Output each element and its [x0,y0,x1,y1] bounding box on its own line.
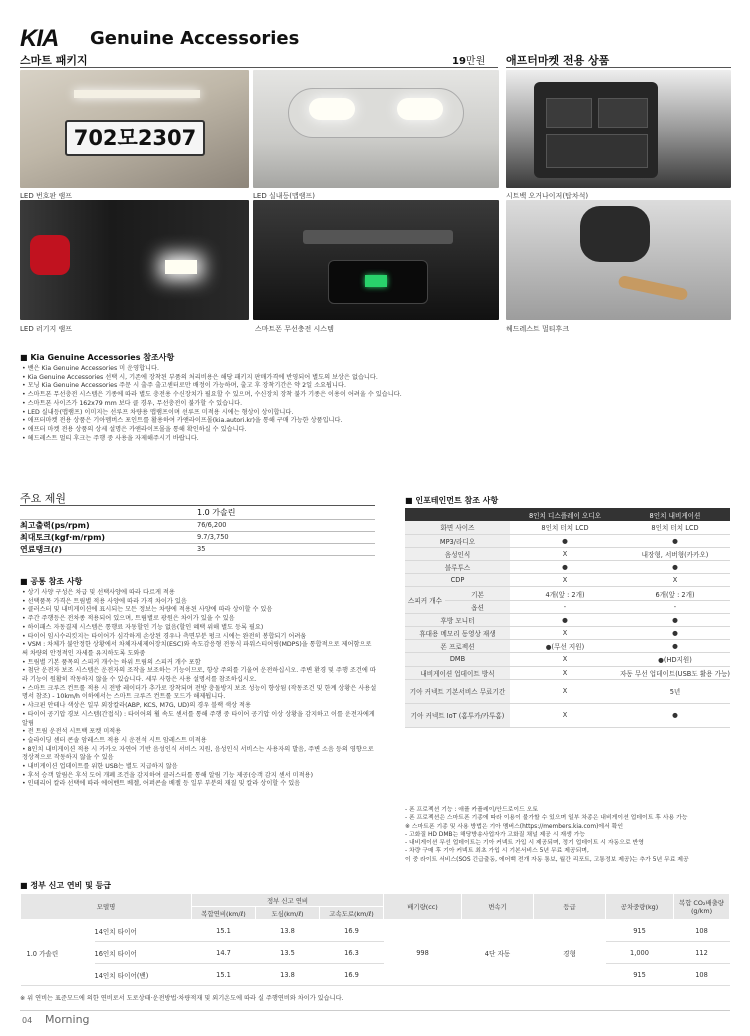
specs-table [20,507,375,556]
accessory-note: • Kia Genuine Accessories 선택 시, 기존에 장착된 부품의 처리비용은 해당 패키지 판매가격에 반영되어 별도의 보상은 없습니다. [22,374,722,383]
info-label: 후방 모니터 [405,613,510,626]
common-note: • VSM : 차체가 불안정한 상황에서 차체자세제어장치(ESC)와 속도감응형 전동식 파워스티어링(MDPS)을 통합적으로 제어함으로써 차량의 안정적인 자세를 유지하도록 도와줌 [22,641,377,658]
info-value-nav: 자동 무선 업데이트(USB도 활용 가능) [620,666,730,679]
infotainment-row [405,534,730,547]
infotainment-row [405,627,730,640]
infotainment-note: - 내비게이션 무선 업데이트는 기아 커넥트 가입 시 제공되며, 정기 업데이트 시 자동으로 반영 [405,840,644,847]
specs-rule [20,505,375,506]
page-number: 04 [22,1016,33,1025]
caption-led-luggage-lamp: LED 러기지 램프 [20,325,72,333]
organizer-pocket-2 [598,98,648,128]
license-plate: 702모2307 [65,120,205,156]
specs-title: 주요 제원 [20,492,67,505]
fuel-city: 13.8 [256,964,320,986]
fuel-header-co2: 복합 CO₂배출량 (g/km) [674,894,730,920]
fuel-header-weight: 공차중량(kg) [606,894,674,920]
infotainment-row [405,547,730,560]
info-value-nav: ● [620,561,730,574]
specs-row [20,519,375,531]
infotainment-row [405,521,730,534]
specs-column-header: 1.0 가솔린 [195,507,375,519]
common-note: • 첨단 운전자 보조 시스템은 운전자의 조작을 보조하는 기능이므로, 항상 주의를 기울여 운전하십시오. 주변 환경 및 주행 조건에 따라 기능이 원활히 작동하지 않을 수 있습니다. 세부 사항은 사용 설명서를 참조하십시오. [22,667,377,684]
fuel-tire: 14인치 타이어(밴) [95,964,192,986]
infotainment-row [405,703,730,727]
common-notes-title-text: 공통 참조 사항 [30,577,83,586]
fuel-row [21,942,730,964]
fuel-combined: 14.7 [192,942,256,964]
tail-lamp [30,235,70,275]
fuel-row [21,964,730,986]
infotainment-row [405,613,730,626]
price-unit: 만원 [465,56,486,67]
accessory-notes-title-text: Kia Genuine Accessories 참조사항 [30,353,175,362]
common-note: • 주간 주행등은 전차종 적용되어 있으며, 트림별로 광원은 차이가 있을 수 있음 [22,615,377,624]
info-value-nav: ● [620,627,730,640]
infotainment-note: - 고화질 HD DMB는 해당방송사업자가 고화질 채널 제공 시 재생 가능 [405,831,586,838]
accessory-note: • 애프터마켓 전용 상품은 기아멤버스 포인트를 활용하여 카앤라이프몰(kia.autori.kr)을 통해 구매 가능한 상품입니다. [22,417,722,426]
fuel-note: ※ 위 연비는 표준모드에 의한 연비로서 도로상태·운전방법·차량적재 및 외기온도에 따라 실 주행연비와 차이가 있습니다. [20,995,344,1002]
infotainment-note: - 차량 구매 후 기아 커넥트 최초 가입 시 기본서비스 5년 무료 제공되며, [405,848,589,855]
common-note: • 슬라이딩 센터 콘솔 암레스트 적용 시 운전석 시트 암레스트 미적용 [22,737,377,746]
luggage-lamp-glow [165,260,197,274]
common-note: • 트림별 기본 품목의 스피커 개수는 하위 트림의 스피커 개수 포함 [22,659,377,668]
fuel-weight: 1,000 [606,942,674,964]
common-note: • 전 트림 운전석 시트백 포켓 미적용 [22,728,377,737]
smart-package-title: 스마트 패키지 [20,54,88,67]
common-notes-title: ■ 공통 참조 사항 [20,577,83,586]
info-value-audio: 8인치 터치 LCD [510,521,620,534]
photo-seatback-organizer [506,70,731,188]
fuel-hwy: 16.9 [320,920,384,942]
photo-headrest-hook [506,200,731,320]
info-value-nav: ●(HD지원) [620,653,730,666]
info-value-audio: X [510,679,620,703]
info-value-nav: X [620,574,730,587]
accessory-note: • 스마트폰 무선충전 시스템은 기종에 따라 별도 충전용 수신장치가 필요할 수 있으며, 수신장치 장착 불가 기종은 이용이 어려울 수 있습니다. [22,391,722,400]
fuel-title: ■ 정부 신고 연비 및 등급 [20,881,112,890]
common-note: • 샤크핀 안테나 색상은 일부 외장칼라(ABP, KCS, M7G, UD)의 경우 블랙 색상 적용 [22,702,377,711]
fuel-city: 13.5 [256,942,320,964]
info-label: 음성인식 [405,547,510,560]
common-note: • 선택품목 가격은 트림별 적용 사양에 따라 가격 차이가 있음 [22,598,377,607]
common-note: • 8인치 내비게이션 적용 시 카카오 자연어 기반 음성인식 서비스 지원, 음성인식 서비스는 사용자의 발음, 주변 소음 등의 영향으로 정상적으로 작동하지 않을 수 있음 [22,746,377,763]
infotainment-row [405,653,730,666]
caption-led-license-lamp: LED 번호판 램프 [20,192,72,200]
info-label: CDP [405,574,510,587]
fuel-header-city: 도심(km/ℓ) [256,907,320,920]
accessory-note: • 헤드레스트 멀티 후크는 주행 중 사용을 자제해주시기 바랍니다. [22,435,722,444]
footer-model-name: Morning [45,1013,90,1026]
info-value-audio: 4개(앞 : 2개) [510,587,620,600]
info-value-audio: ● [510,561,620,574]
infotainment-row [405,600,730,613]
infotainment-row [405,679,730,703]
info-value-audio: X [510,627,620,640]
fuel-co2: 112 [674,942,730,964]
info-value-nav: 8인치 터치 LCD [620,521,730,534]
info-value-audio: ● [510,613,620,626]
info-label: DMB [405,653,510,666]
caption-headrest-hook: 헤드레스트 멀티후크 [506,325,570,333]
spec-value: 9.7/3,750 [195,531,375,543]
infotainment-note: ※ 스마트폰 기종 및 사용 방법은 기아 멤버스(https://members.kia.com)에서 확인 [405,823,624,830]
infotainment-header-row [405,508,730,521]
info-value-nav: ● [620,703,730,727]
fuel-header-hwy: 고속도로(km/ℓ) [320,907,384,920]
common-note: • 클러스터 및 내비게이션에 표시되는 모든 정보는 차량에 적용된 사양에 따라 상이할 수 있음 [22,606,377,615]
infotainment-row [405,587,730,600]
infotainment-row [405,640,730,653]
map-lamp-left [309,98,355,120]
spec-value: 76/6,200 [195,519,375,531]
photo-led-luggage-lamp [20,200,249,320]
fuel-title-text: 정부 신고 연비 및 등급 [30,881,112,890]
charging-indicator-icon [365,275,387,287]
fuel-combined: 15.1 [192,920,256,942]
info-label: 화면 사이즈 [405,521,510,534]
lamp-glow [74,90,200,98]
infotainment-col-audio: 8인치 디스플레이 오디오 [510,508,620,521]
info-label: 휴대용 메모리 동영상 재생 [405,627,510,640]
footer-rule [20,1010,730,1011]
infotainment-row [405,574,730,587]
specs-header-row [20,507,375,519]
info-label: 기아 커넥트 기본서비스 무료기간 [405,679,510,703]
caption-wireless-charger: 스마트폰 무선충전 시스템 [255,325,334,333]
fuel-header-grade: 등급 [534,894,606,920]
accessory-note: • 밴은 Kia Genuine Accessories 미 운영합니다. [22,365,722,374]
kia-logo: KIA [20,25,59,52]
fuel-weight: 915 [606,964,674,986]
price-value: 19 [452,56,466,67]
info-value-nav: 5년 [620,679,730,703]
common-note: • 후석 승객 알림은 후석 도어 개폐 조건을 감지하여 클러스터를 통해 알림 기능 제공(승객 감지 센서 미적용) [22,772,377,781]
info-value-nav: 6개(앞 : 2개) [620,587,730,600]
fuel-header-model: 모델명 [21,894,192,920]
info-value-nav: ● [620,640,730,653]
infotainment-notes [405,806,730,864]
fuel-hwy: 16.3 [320,942,384,964]
spec-value: 35 [195,543,375,555]
fuel-header-combined: 복합연비(km/ℓ) [192,907,256,920]
fuel-trans: 4단 자동 [462,920,534,986]
fuel-co2: 108 [674,964,730,986]
organizer-pocket-1 [546,98,592,128]
accessory-note: • LED 실내등(맵램프) 이미지는 선루프 차량용 맵램프이며 선루프 미적용 시에는 형상이 상이합니다. [22,409,722,418]
common-note: • 상기 사양 구성은 차급 및 선택사양에 따라 다르게 적용 [22,589,377,598]
info-value-audio: ●(무선 지원) [510,640,620,653]
info-value-nav: 내장형, 서버형(카카오) [620,547,730,560]
info-label: MP3/라디오 [405,534,510,547]
photo-led-license-lamp [20,70,249,188]
accessory-notes-title: ■ Kia Genuine Accessories 참조사항 [20,353,175,362]
info-label: 내비게이션 업데이트 방식 [405,666,510,679]
info-value-audio: X [510,703,620,727]
info-label: 폰 프로젝션 [405,640,510,653]
smart-package-rule [20,67,498,68]
fuel-row [21,920,730,942]
spec-label: 연료탱크(ℓ) [20,543,195,555]
fuel-combined: 15.1 [192,964,256,986]
common-note: • 하이패스 자동결제 시스템은 통행료 자동할인 기능 없음(할인 혜택 위해 별도 등록 필요) [22,624,377,633]
info-value-audio: - [510,600,620,613]
fuel-tire: 14인치 타이어 [95,920,192,942]
fuel-grade: 경형 [534,920,606,986]
infotainment-table [405,508,730,728]
common-note: • 스마트 크루즈 컨트롤 적용 시 전방 레이더가 추가로 장착되며 전방 충돌방지 보조 성능이 향상됨 (작동조건 및 한계 상황은 사용설명서 참조) - 10km/h 이하에서는 스마트 크루즈 컨트롤 모드가 해제됩니다. [22,685,377,702]
common-note: • 내비게이션 업데이트를 위한 USB는 별도 지급하지 않음 [22,763,377,772]
infotainment-note: - 폰 프로젝션 기능 : 애플 카플레이/안드로이드 오토 [405,807,539,813]
spec-label: 최고출력(ps/rpm) [20,519,195,531]
spec-label: 최대토크(kgf·m/rpm) [20,531,195,543]
accessory-notes-list [22,365,722,443]
fuel-model: 1.0 가솔린 [21,920,95,986]
aftermarket-title: 애프터마켓 전용 상품 [506,54,610,67]
info-value-nav: ● [620,534,730,547]
specs-row [20,531,375,543]
accessory-note: • 애프터 마켓 전용 상품의 상세 설명은 카앤라이프몰을 통해 확인하실 수 있습니다. [22,426,722,435]
info-value-audio: ● [510,534,620,547]
infotainment-col-nav: 8인치 내비게이션 [620,508,730,521]
fuel-header-gov: 정부 신고 연비 [192,894,384,907]
infotainment-row [405,666,730,679]
smart-package-price [452,52,485,67]
accessory-note: • 스마트폰 사이즈가 162x79 mm 보다 클 경우, 무선충전이 불가할 수 있습니다. [22,400,722,409]
info-label: 기아 커넥트 IoT (홈투카/카투홈) [405,703,510,727]
fuel-co2: 108 [674,920,730,942]
common-note: • 타이어 공기압 경보 시스템(간접식) : 타이어의 휠 속도 센서를 통해 주행 중 타이어 공기압 이상 상황을 감지하고 이를 운전자에게 알림 [22,711,377,728]
info-label: 블루투스 [405,561,510,574]
fuel-hwy: 16.9 [320,964,384,986]
infotainment-note: 이 중 라이트 서비스(SOS 긴급출동, 에어백 전개 자동 통보, 월간 리포트, 고통정보 제공)는 추가 5년 무료 제공 [405,856,689,863]
infotainment-note: - 폰 프로젝션은 스마트폰 기종에 따라 이용이 불가할 수 있으며 일부 차종은 내비게이션 업데이트 후 사용 가능 [405,815,688,822]
fuel-header-cc: 배기량(cc) [384,894,462,920]
map-lamp-right [397,98,443,120]
info-label: 옵션 [445,600,510,613]
infotainment-title: ■ 인포테인먼트 참조 사항 [405,496,499,505]
charger-controls [303,230,453,244]
organizer-pocket-3 [546,134,648,168]
multi-hook [618,275,689,301]
headrest [580,206,650,262]
specs-row [20,543,375,555]
caption-seatback-organizer: 시트백 오거나이저(탑차석) [506,192,589,200]
fuel-table [20,893,730,986]
infotainment-row [405,561,730,574]
photo-wireless-charger [253,200,499,320]
fuel-header-row [21,894,730,907]
photo-led-map-lamp [253,70,499,188]
aftermarket-rule [506,67,731,68]
info-value-nav: - [620,600,730,613]
fuel-city: 13.8 [256,920,320,942]
info-value-audio: X [510,653,620,666]
caption-led-map-lamp: LED 실내등(맵램프) [253,192,315,200]
info-value-audio: X [510,666,620,679]
fuel-cc: 998 [384,920,462,986]
common-notes-list [22,589,377,789]
infotainment-title-text: 인포테인먼트 참조 사항 [415,496,499,505]
accessory-note: • 모닝 Kia Genuine Accessories 주문 시 출주 출고센터로만 배정이 가능하며, 출고 후 장착기간은 약 2일 소요됩니다. [22,382,722,391]
info-label: 기본 [445,587,510,600]
common-note: • 타이어 임시수리킷지는 타이어가 심각하게 손상된 경우나 측면부분 펑크 시에는 완전히 봉합되기 어려움 [22,633,377,642]
fuel-header-trans: 변속기 [462,894,534,920]
page-title: Genuine Accessories [90,28,300,49]
fuel-tire: 16인치 타이어 [95,942,192,964]
info-value-audio: X [510,574,620,587]
fuel-weight: 915 [606,920,674,942]
common-note: • 인테리어 칼라 선택에 따라 에어벤트 베젤, 어퍼콘솔 베젤 등 일부 부분의 재질 및 칼라 상이할 수 있음 [22,780,377,789]
info-value-nav: ● [620,613,730,626]
info-value-audio: X [510,547,620,560]
speaker-count-label: 스피커 개수 [405,587,445,613]
